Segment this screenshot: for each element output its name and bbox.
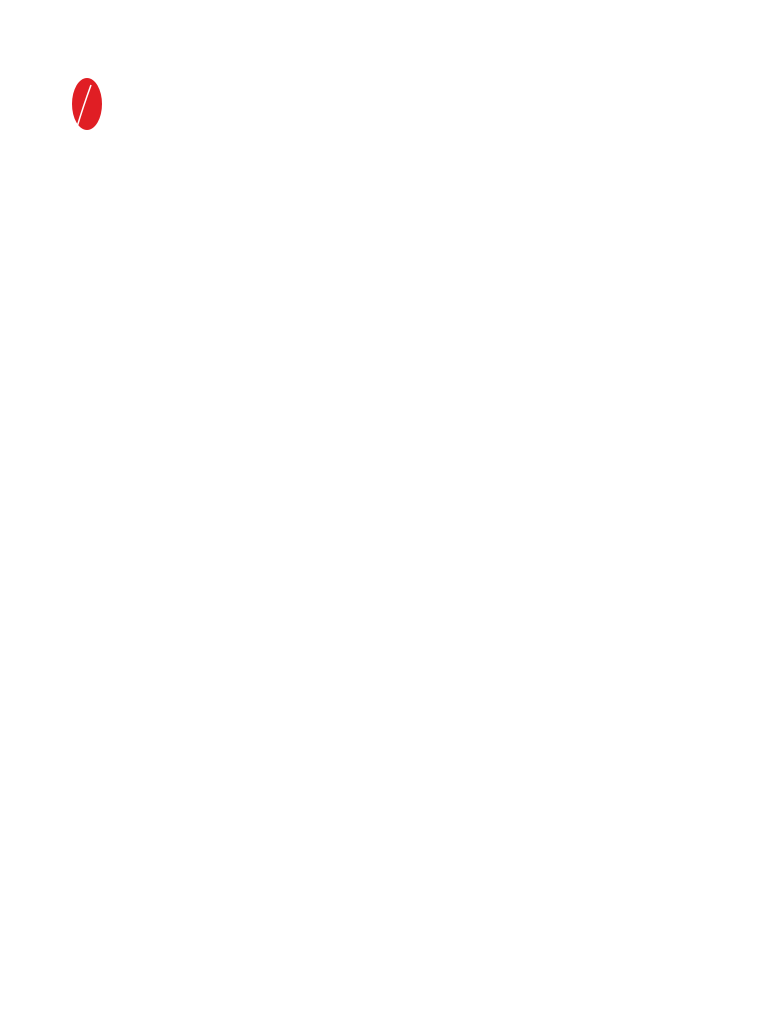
college-logo-icon xyxy=(71,77,103,131)
